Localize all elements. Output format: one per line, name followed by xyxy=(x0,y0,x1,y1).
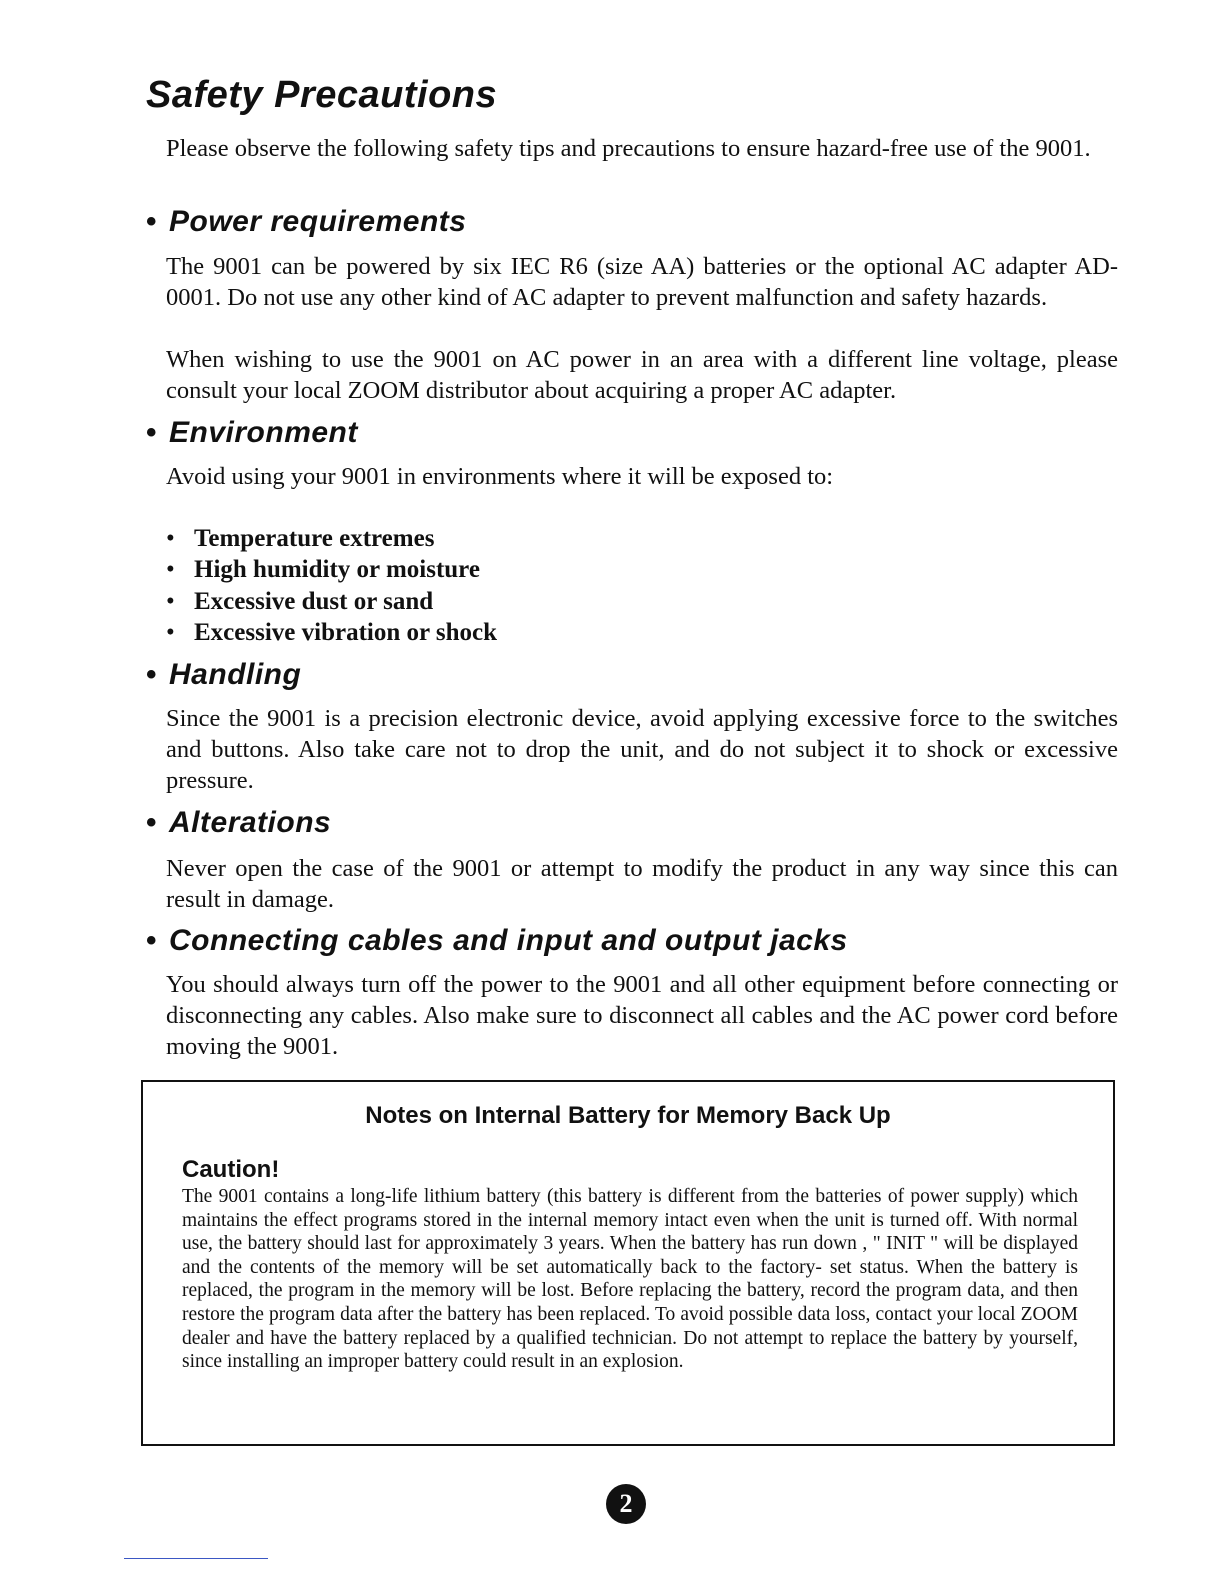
environment-heading xyxy=(146,416,358,450)
alterations-paragraph: Never open the case of the 9001 or attempt to modify the product in any way since this can result in damage. xyxy=(166,855,1118,913)
handling-heading-text: Handling xyxy=(169,658,302,691)
page-title: Safety Precautions xyxy=(146,74,498,116)
battery-notes-box xyxy=(141,1080,1115,1446)
notes-body: The 9001 contains a long-life lithium battery (this battery is different from the batteries of power supply) which maintains the effect programs stored in the internal memory intact even when the unit is turned off. With normal use, the battery should last for approximately 3 years. When the battery has run down , " INIT " will be displayed and the contents of the memory will be set automatically back to the factory- set status. When the battery is replaced, the program in the memory will be lost. Before replacing the battery, record the program data, and then restore the program data after the battery has been replaced. To avoid possible data loss, contact your local ZOOM dealer and have the battery replaced by a qualified technician. Do not attempt to replace the battery by yourself, since installing an improper battery could result in an explosion. xyxy=(182,1186,1078,1373)
power-heading-text: Power requirements xyxy=(169,205,467,238)
environment-list xyxy=(166,523,497,648)
connecting-heading-text: Connecting cables and input and output jacks xyxy=(169,924,848,957)
list-item: • Temperature extremes xyxy=(166,523,497,554)
bullet-dot: • xyxy=(146,205,158,238)
power-paragraph-1: The 9001 can be powered by six IEC R6 (size AA) batteries or the optional AC adapter AD-0001. Do not use any other kind of AC adapter to prevent malfunction and safety hazards. xyxy=(166,253,1118,311)
list-item: • Excessive dust or sand xyxy=(166,586,497,617)
caution-label: Caution! xyxy=(182,1156,280,1183)
handling-paragraph: Since the 9001 is a precision electronic device, avoid applying excessive force to the switches and buttons. Also take care not to drop the unit, and do not subject it to shock or excessive pressure. xyxy=(166,705,1118,794)
environment-paragraph: Avoid using your 9001 in environments where it will be exposed to: xyxy=(166,463,834,490)
intro-paragraph: Please observe the following safety tips and precautions to ensure hazard-free use of the 9001. xyxy=(166,135,1091,162)
bullet-dot: • xyxy=(146,658,158,691)
power-paragraph-2: When wishing to use the 9001 on AC power in an area with a different line voltage, please consult your local ZOOM distributor about acquiring a proper AC adapter. xyxy=(166,346,1118,404)
alterations-heading xyxy=(146,806,331,840)
bullet-dot: • xyxy=(146,924,158,957)
notes-title: Notes on Internal Battery for Memory Back Up xyxy=(365,1102,891,1129)
environment-heading-text: Environment xyxy=(169,416,358,449)
alterations-heading-text: Alterations xyxy=(169,806,332,839)
bullet-dot: • xyxy=(146,806,158,839)
page-number: 2 xyxy=(606,1484,646,1524)
bullet-dot: • xyxy=(146,416,158,449)
list-item: • High humidity or moisture xyxy=(166,554,497,585)
power-heading xyxy=(146,205,466,239)
connecting-heading xyxy=(146,924,848,958)
handling-heading xyxy=(146,658,301,692)
connecting-paragraph: You should always turn off the power to the 9001 and all other equipment before connecting or disconnecting any cables. Also make sure to disconnect all cables and the AC power cord before moving the 9001. xyxy=(166,971,1118,1060)
footer-rule xyxy=(124,1558,268,1559)
list-item: • Excessive vibration or shock xyxy=(166,617,497,648)
